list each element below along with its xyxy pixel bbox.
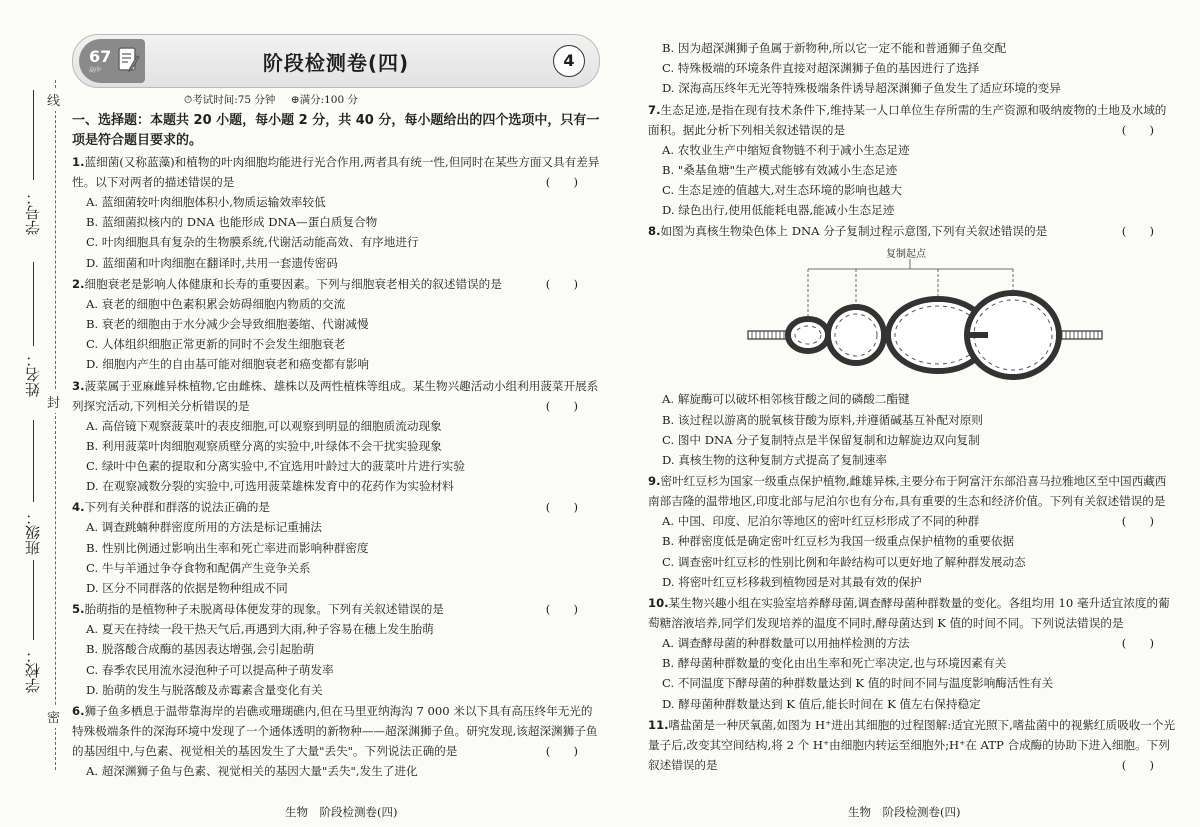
answer-option[interactable]: B. 衰老的细胞由于水分减少会导致细胞萎缩、代谢减慢 bbox=[86, 317, 369, 332]
answer-option[interactable]: C. 人体组织细胞正常更新的同时不会发生细胞衰老 bbox=[86, 337, 346, 352]
question-number: 3. bbox=[72, 378, 85, 393]
answer-option[interactable]: C. 春季农民用流水浸泡种子可以提高种子萌发率 bbox=[86, 662, 334, 677]
question bbox=[72, 152, 600, 273]
question-text: 细胞衰老是影响人体健康和长寿的重要因素。下列与细胞衰老相关的叙述错误的是 bbox=[84, 276, 502, 291]
answer-blank[interactable]: ( ) bbox=[545, 500, 578, 515]
question-number: 10. bbox=[648, 596, 669, 611]
right-column bbox=[648, 38, 1176, 775]
bind-mark-xian: 线 bbox=[47, 88, 60, 111]
logo-subtitle: 高中 bbox=[89, 66, 102, 74]
answer-option[interactable]: A. 中国、印度、尼泊尔等地区的密叶红豆杉形成了不同的种群 bbox=[662, 514, 980, 529]
question-number: 8. bbox=[648, 224, 661, 239]
field-class: 班级： bbox=[24, 510, 42, 555]
answer-blank[interactable]: ( ) bbox=[545, 175, 578, 189]
answer-blank[interactable]: ( ) bbox=[545, 602, 578, 617]
question-number: 7. bbox=[648, 102, 661, 117]
footer-right: 生物 阶段检测卷(四) bbox=[848, 805, 961, 819]
answer-option[interactable]: A. 夏天在持续一段干热天气后,再遇到大雨,种子容易在穗上发生胎萌 bbox=[86, 622, 434, 637]
answer-option[interactable]: D. 蓝细菌和叶肉细胞在翻译时,共用一套遗传密码 bbox=[86, 255, 338, 270]
page-title: 阶段检测卷(四) bbox=[262, 51, 410, 75]
question-number: 6. bbox=[72, 704, 85, 719]
field-name-line[interactable] bbox=[33, 262, 34, 346]
question bbox=[72, 701, 600, 781]
answer-option[interactable]: B. 性别比例通过影响出生率和死亡率进而影响种群密度 bbox=[86, 540, 369, 555]
answer-option[interactable]: D. 在观察减数分裂的实验中,可选用菠菜雄株发育中的花药作为实验材料 bbox=[86, 479, 454, 494]
answer-option[interactable]: A. 蓝细菌较叶肉细胞体积小,物质运输效率较低 bbox=[86, 195, 326, 209]
question-stem bbox=[72, 274, 600, 294]
question bbox=[72, 274, 600, 375]
question bbox=[72, 599, 600, 700]
binding-strip bbox=[0, 0, 70, 827]
question-text: 某生物兴趣小组在实验室培养酵母菌,调查酵母菌种群数量的变化。各组均用 10 毫升适宜浓度的葡萄糖溶液培养,同学们发现培养的温度不同时,酵母菌达到 K 值的时间不同。下列说法错误的是 bbox=[648, 596, 1170, 631]
answer-option[interactable]: C. 特殊极端的环境条件直接对超深渊狮子鱼的基因进行了选择 bbox=[662, 61, 980, 76]
question-number: 11. bbox=[648, 717, 669, 732]
answer-option[interactable]: B. 种群密度低是确定密叶红豆杉为我国一级重点保护植物的重要依据 bbox=[662, 534, 1015, 549]
question-text: 生态足迹,是指在现有技术条件下,维持某一人口单位生存所需的生产资源和吸纳废物的土地及水域的面积。据此分析下列相关叙述错误的是 bbox=[648, 102, 1167, 137]
answer-option[interactable]: C. 叶肉细胞具有复杂的生物膜系统,代谢活动能高效、有序地进行 bbox=[86, 235, 419, 250]
answer-blank[interactable]: ( ) bbox=[1121, 757, 1154, 772]
question-text: 胎萌指的是植物种子未脱离母体便发芽的现象。下列有关叙述错误的是 bbox=[84, 602, 444, 617]
question-text: 嗜盐菌是一种厌氧菌,如图为 H⁺进出其细胞的过程图解:适宜光照下,嗜盐菌中的视紫红质吸收一个光量子后,改变其空间结构,将 2 个 H⁺由细胞内转运至细胞外;H⁺在 ATP 合成酶的协助下进入细胞。下列叙述错误的是 bbox=[648, 717, 1176, 772]
question-number: 2. bbox=[72, 276, 85, 291]
answer-option[interactable]: C. 图中 DNA 分子复制特点是半保留复制和边解旋边双向复制 bbox=[662, 432, 980, 447]
question-stem bbox=[648, 221, 1176, 241]
field-student-id-line[interactable] bbox=[33, 90, 34, 180]
question-text: 如图为真核生物染色体上 DNA 分子复制过程示意图,下列有关叙述错误的是 bbox=[660, 224, 1048, 239]
answer-option[interactable]: A. 解旋酶可以破坏相邻核苷酸之间的磷酸二酯键 bbox=[662, 392, 910, 407]
question-number: 5. bbox=[72, 602, 85, 617]
question-number: 9. bbox=[648, 474, 661, 489]
answer-blank[interactable]: ( ) bbox=[545, 276, 578, 291]
question-number: 1. bbox=[72, 155, 85, 169]
answer-blank[interactable]: ( ) bbox=[1121, 224, 1154, 239]
answer-option[interactable]: A. 衰老的细胞中色素积累会妨碍细胞内物质的交流 bbox=[86, 296, 346, 311]
answer-option[interactable]: C. 调查密叶红豆杉的性别比例和年龄结构可以更好地了解种群发展动态 bbox=[662, 554, 1026, 569]
left-question-list bbox=[72, 152, 600, 781]
answer-option[interactable]: D. 区分不同群落的依据是物种组成不同 bbox=[86, 581, 288, 596]
dna-right-end bbox=[1058, 331, 1102, 339]
answer-option[interactable]: B. 利用菠菜叶肉细胞观察质壁分离的实验中,叶绿体不会干扰实验现象 bbox=[86, 438, 442, 453]
left-column bbox=[72, 34, 600, 781]
question bbox=[648, 593, 1176, 714]
question bbox=[648, 715, 1176, 775]
right-question-list bbox=[648, 38, 1176, 775]
logo-number: 67 bbox=[89, 46, 112, 66]
answer-option[interactable]: D. 细胞内产生的自由基可能对细胞衰老和癌变都有影响 bbox=[86, 357, 369, 372]
question-number: 4. bbox=[72, 500, 85, 515]
field-class-line[interactable] bbox=[33, 420, 34, 502]
answer-option[interactable]: D. 将密叶红豆杉移栽到植物园是对其最有效的保护 bbox=[662, 574, 922, 589]
answer-blank[interactable]: ( ) bbox=[1121, 514, 1154, 529]
question-stem bbox=[72, 497, 600, 517]
question-stem bbox=[72, 152, 600, 192]
question bbox=[648, 471, 1176, 592]
field-student-id: 学号： bbox=[24, 190, 42, 235]
exam-score: ⊕满分:100 分 bbox=[290, 94, 358, 106]
number-badge: 4 bbox=[553, 45, 585, 77]
question-text: 狮子鱼多栖息于温带靠海岸的岩礁或珊瑚礁内,但在马里亚纳海沟 7 000 米以下具有高压终年无光的特殊极端条件的深海环境中发现了一个通体透明的新物种——超深渊狮子鱼。研究发现,该超深渊狮子鱼的基因组中,与色素、视觉相关的基因发生了大量"丢失"。下列说法正确的是 bbox=[72, 704, 598, 759]
question bbox=[648, 38, 1176, 99]
field-school: 学校： bbox=[24, 648, 42, 693]
question-stem bbox=[72, 599, 600, 619]
exam-time: ⏱考试时间:75 分钟 bbox=[184, 94, 276, 106]
answer-option[interactable]: B. 蓝细菌拟核内的 DNA 也能形成 DNA—蛋白质复合物 bbox=[86, 215, 378, 230]
question-text: 下列有关种群和群落的说法正确的是 bbox=[84, 500, 270, 515]
answer-option[interactable]: A. 高倍镜下观察菠菜叶的表皮细胞,可以观察到明显的细胞质流动现象 bbox=[86, 418, 442, 433]
answer-option[interactable]: A. 超深渊狮子鱼与色素、视觉相关的基因大量"丢失",发生了进化 bbox=[86, 764, 418, 779]
field-school-line[interactable] bbox=[33, 560, 34, 640]
answer-option[interactable]: D. 酵母菌种群数量达到 K 值后,能长时间在 K 值左右保持稳定 bbox=[662, 696, 981, 711]
question bbox=[648, 221, 1176, 470]
answer-blank[interactable]: ( ) bbox=[545, 398, 578, 413]
answer-option[interactable]: A. 调查跳蝻种群密度所用的方法是标记重捕法 bbox=[86, 520, 323, 535]
answer-option[interactable]: C. 绿叶中色素的提取和分离实验中,不宜选用叶龄过大的菠菜叶片进行实验 bbox=[86, 459, 465, 474]
answer-blank[interactable]: ( ) bbox=[1121, 636, 1154, 651]
answer-option[interactable]: A. 农牧业生产中缩短食物链不利于减小生态足迹 bbox=[662, 142, 910, 157]
answer-option[interactable]: D. 深海高压终年无光等特殊极端条件诱导超深渊狮子鱼发生了适应环境的变异 bbox=[662, 81, 1061, 96]
dna-replication-figure bbox=[648, 245, 1176, 385]
question-text: 蓝细菌(又称蓝藻)和植物的叶肉细胞均能进行光合作用,两者具有统一性,但同时在某些方面又具有差异性。以下对两者的描述错误的是 bbox=[72, 155, 600, 189]
answer-option[interactable]: B. "桑基鱼塘"生产模式能够有效减小生态足迹 bbox=[662, 162, 898, 177]
question-stem bbox=[648, 715, 1176, 775]
question-text: 菠菜属于亚麻雌异株植物,它由雌株、雄株以及两性植株等组成。某生物兴趣活动小组利用菠菜开展系列探究活动,下列相关分析错误的是 bbox=[72, 378, 599, 413]
replication-origin-label: 复制起点 bbox=[886, 249, 926, 261]
answer-option[interactable]: B. 该过程以游离的脱氧核苷酸为原料,并遵循碱基互补配对原则 bbox=[662, 412, 984, 427]
answer-option[interactable]: C. 生态足迹的值越大,对生态环境的影响也越大 bbox=[662, 183, 902, 198]
question bbox=[72, 497, 600, 598]
answer-option[interactable]: C. 不同温度下酵母菌的种群数量达到 K 值的时间不同与温度影响酶活性有关 bbox=[662, 676, 1054, 691]
answer-option[interactable]: D. 真核生物的这种复制方式提高了复制速率 bbox=[662, 453, 887, 468]
footer-left: 生物 阶段检测卷(四) bbox=[285, 805, 398, 819]
answer-blank[interactable]: ( ) bbox=[1121, 122, 1154, 137]
question-stem bbox=[648, 100, 1176, 140]
question bbox=[648, 100, 1176, 221]
exam-meta bbox=[184, 92, 600, 107]
question-stem bbox=[72, 376, 600, 416]
answer-option[interactable]: B. 脱落酸合成酶的基因表达增强,会引起胎萌 bbox=[86, 642, 315, 657]
answer-option[interactable]: B. 因为超深渊狮子鱼属于新物种,所以它一定不能和普通狮子鱼交配 bbox=[662, 41, 1007, 55]
question-text: 密叶红豆杉为国家一级重点保护植物,雌雄异株,主要分布于阿富汗东部沿喜马拉雅地区至中国西藏西南部吉隆的温带地区,印度北部与尼泊尔也有分布,具有重要的生态和经济价值。下列有关叙述错误的是 bbox=[648, 474, 1167, 509]
question bbox=[72, 376, 600, 497]
field-name: 姓名： bbox=[24, 352, 42, 397]
answer-option[interactable]: B. 酵母菌种群数量的变化由出生率和死亡率决定,也与环境因素有关 bbox=[662, 656, 1007, 671]
answer-option[interactable]: D. 胎萌的发生与脱落酸及赤霉素含量变化有关 bbox=[86, 682, 323, 697]
bind-mark-feng: 封 bbox=[47, 390, 60, 413]
cut-line bbox=[55, 80, 56, 770]
answer-blank[interactable]: ( ) bbox=[545, 744, 578, 759]
answer-option[interactable]: D. 绿色出行,使用低能耗电器,能减小生态足迹 bbox=[662, 203, 895, 218]
bind-mark-mi: 密 bbox=[47, 705, 60, 728]
section-heading: 一、选择题：本题共 20 小题，每小题 2 分，共 40 分，每小题给出的四个选项中，只有一项是符合题目要求的。 bbox=[72, 113, 600, 148]
question-stem bbox=[72, 701, 600, 761]
answer-option[interactable]: C. 牛与羊通过争夺食物和配偶产生竞争关系 bbox=[86, 560, 311, 575]
dna-diagram bbox=[648, 245, 1176, 385]
answer-option[interactable]: A. 调查酵母菌的种群数量可以用抽样检测的方法 bbox=[662, 636, 910, 651]
exam-header bbox=[72, 34, 600, 88]
